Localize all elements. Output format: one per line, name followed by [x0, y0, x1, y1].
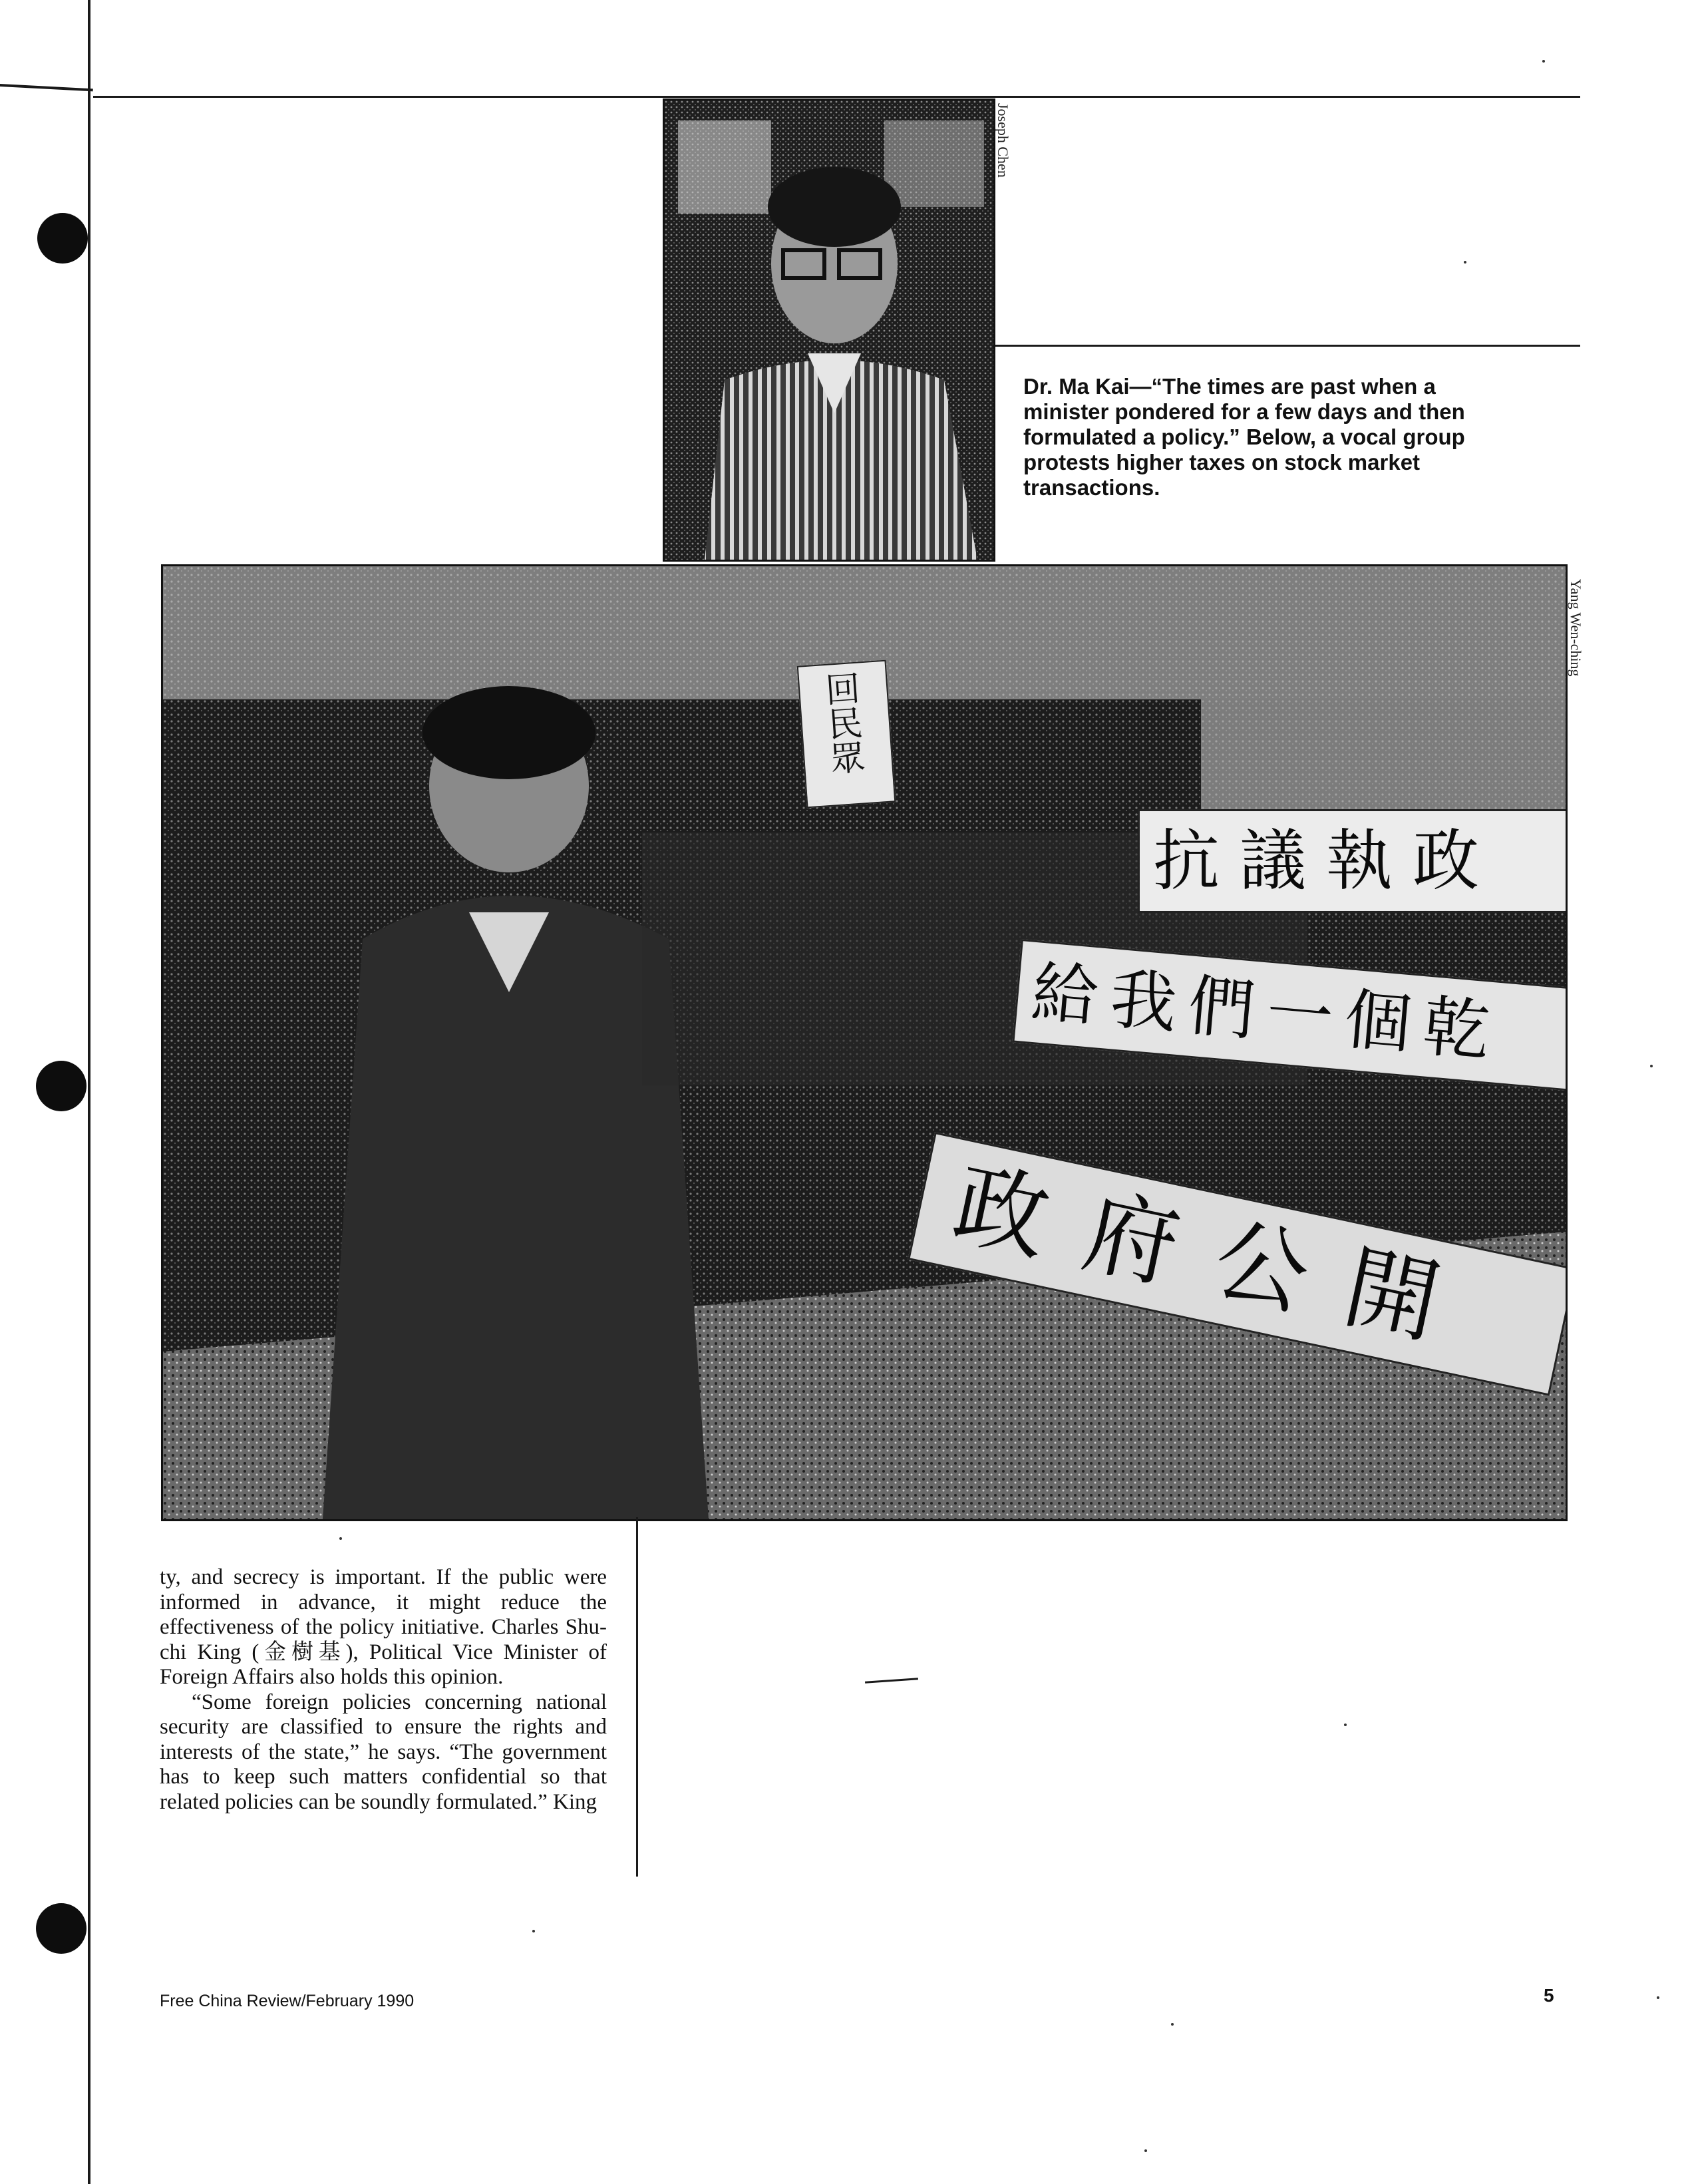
scan-speck	[1542, 60, 1545, 63]
photo-portrait	[663, 98, 995, 562]
punch-hole-middle	[36, 1061, 86, 1111]
top-rule	[93, 96, 1580, 98]
photo-credit-bottom: Yang Wen-ching	[1568, 579, 1584, 677]
scan-speck	[532, 1930, 535, 1932]
photo-caption: Dr. Ma Kai—“The times are past when a minister pondered for a few days and then formulated a policy.” Below, a vocal group protests higher taxes on stock market transactions.	[1023, 374, 1465, 500]
scan-speck	[1171, 2023, 1174, 2026]
photo-protest	[161, 564, 1568, 1521]
article-body	[160, 1565, 607, 1815]
punch-hole-bottom	[36, 1903, 86, 1954]
banner-3-text: 政府公開	[944, 1149, 1488, 1367]
column-rule	[636, 1517, 638, 1877]
protest-placard	[797, 660, 896, 809]
binder-margin-line	[88, 0, 90, 2184]
banner-1-text: 抗議執政	[1153, 822, 1499, 900]
punch-hole-top	[37, 213, 88, 264]
page-number: 5	[1544, 1985, 1554, 2006]
scan-speck	[1344, 1724, 1347, 1726]
article-paragraph-1: ty, and secrecy is important. If the public were informed in advance, it might reduce the effectiveness of the policy initiative. Charles Shu-chi King (金樹基), Political Vice Minister of Foreign Affairs also holds this opinion.	[160, 1565, 607, 1689]
photo-credit-top: Joseph Chen	[995, 103, 1011, 178]
article-paragraph-2: “Some foreign policies concerning national security are classified to ensure the rights and interests of the state,” he says. “The government has to keep such matters confidential so that related policies can be soundly formulated.” King	[160, 1690, 607, 1814]
scan-speck	[1657, 1996, 1659, 1999]
caption-rule	[995, 345, 1580, 347]
top-rule-left	[0, 84, 93, 91]
banner-2-text: 給我們一個乾	[1029, 952, 1505, 1072]
scan-speck	[1144, 2149, 1147, 2152]
scan-speck	[1650, 1065, 1653, 1067]
footer-publication: Free China Review/February 1990	[160, 1992, 415, 2010]
scan-speck	[1464, 261, 1466, 264]
scan-mark	[865, 1678, 918, 1684]
banner-1	[1138, 809, 1568, 913]
placard-text: 回民眾	[818, 669, 866, 777]
portrait-image	[665, 100, 993, 560]
scan-speck	[339, 1537, 342, 1540]
